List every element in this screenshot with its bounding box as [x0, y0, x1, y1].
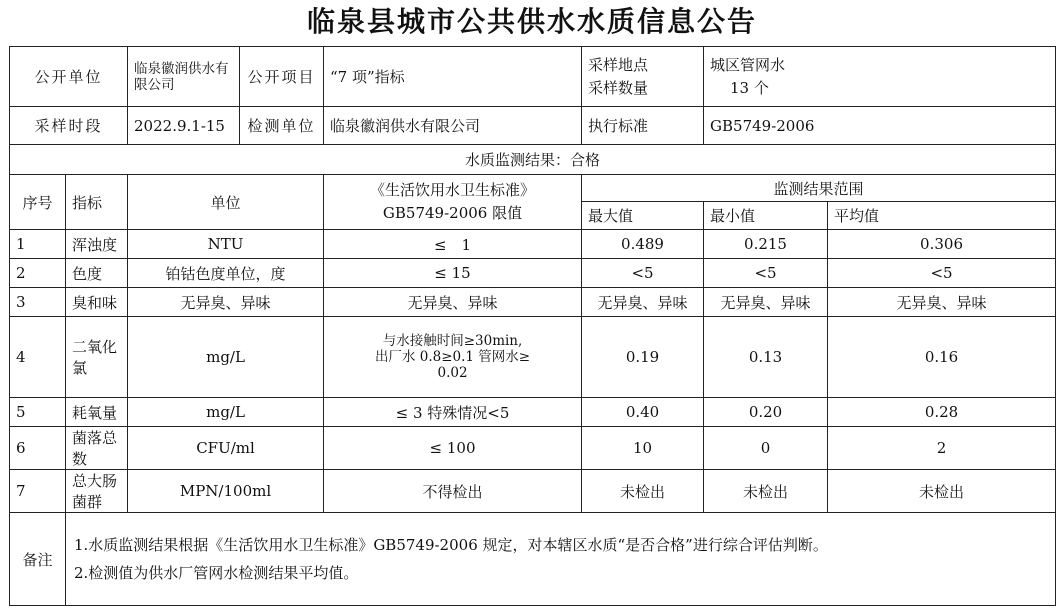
publish-unit-value: 临泉徽润供水有限公司	[128, 47, 240, 107]
row-avg: <5	[828, 259, 1056, 288]
row-seq: 2	[10, 259, 66, 288]
notes-body	[66, 513, 1056, 606]
publish-item-value: “7 项”指标	[324, 47, 582, 107]
row-max: 0.40	[582, 398, 704, 427]
row-avg: 0.16	[828, 317, 1056, 398]
header-min: 最小值	[704, 202, 828, 230]
standard-value: GB5749-2006	[704, 107, 1056, 145]
header-max: 最大值	[582, 202, 704, 230]
sample-labels-cell	[582, 47, 704, 107]
row-limit: 无异臭、异味	[324, 288, 582, 317]
table-row	[10, 398, 1056, 427]
row-max: 10	[582, 427, 704, 470]
row-seq: 5	[10, 398, 66, 427]
row-limit: 与水接触时间≥30min, 出厂水 0.8≥0.1 管网水≥ 0.02	[324, 317, 582, 398]
row-indicator: 臭和味	[66, 288, 128, 317]
row-max: 0.19	[582, 317, 704, 398]
row-avg: 无异臭、异味	[828, 288, 1056, 317]
table-row	[10, 427, 1056, 470]
row-limit: 不得检出	[324, 470, 582, 513]
row-seq: 1	[10, 230, 66, 259]
notice-title: 临泉县城市公共供水水质信息公告	[306, 5, 757, 38]
row-min: 0	[704, 427, 828, 470]
row-indicator: 二氧化氯	[66, 317, 128, 398]
row-indicator: 耗氧量	[66, 398, 128, 427]
row-limit: ≤ 3 特殊情况<5	[324, 398, 582, 427]
note-line-1: 1.水质监测结果根据《生活饮用水卫生标准》GB5749-2006 规定，对本辖区水质“是否合格”进行综合评估判断。	[74, 536, 828, 554]
table-row	[10, 259, 1056, 288]
row-seq: 4	[10, 317, 66, 398]
row-unit: mg/L	[128, 317, 324, 398]
row-max: 无异臭、异味	[582, 288, 704, 317]
table-row	[10, 470, 1056, 513]
sample-location-value: 城区管网水	[710, 55, 786, 74]
row-unit: 无异臭、异味	[128, 288, 324, 317]
row-min: 0.215	[704, 230, 828, 259]
table-row	[10, 230, 1056, 259]
sample-count-label: 采样数量	[588, 78, 649, 97]
row-seq: 6	[10, 427, 66, 470]
sample-count-value: 13 个	[730, 78, 769, 97]
row-min: 无异臭、异味	[704, 288, 828, 317]
row-unit: 铂钴色度单位，度	[128, 259, 324, 288]
row-unit: CFU/ml	[128, 427, 324, 470]
sample-period-value: 2022.9.1-15	[128, 107, 240, 145]
sample-location-label: 采样地点	[588, 55, 649, 74]
row-indicator: 菌落总数	[66, 427, 128, 470]
row-avg: 2	[828, 427, 1056, 470]
result-banner: 水质监测结果：合格	[10, 145, 1056, 175]
standard-label: 执行标准	[582, 107, 704, 145]
header-range: 监测结果范围	[582, 175, 1056, 202]
row-seq: 3	[10, 288, 66, 317]
header-avg: 平均值	[828, 202, 1056, 230]
row-indicator: 色度	[66, 259, 128, 288]
row-limit: ≤ 1	[324, 230, 582, 259]
water-quality-table	[9, 46, 1056, 606]
row-indicator: 总大肠菌群	[66, 470, 128, 513]
row-max: <5	[582, 259, 704, 288]
row-limit: ≤ 100	[324, 427, 582, 470]
test-unit-value: 临泉徽润供水有限公司	[324, 107, 582, 145]
sample-period-label: 采样时段	[10, 107, 128, 145]
header-seq: 序号	[10, 175, 66, 230]
row-min: 0.20	[704, 398, 828, 427]
row-indicator: 浑浊度	[66, 230, 128, 259]
table-row	[10, 288, 1056, 317]
notes-label: 备注	[10, 513, 66, 606]
header-limit-line2: GB5749-2006 限值	[382, 204, 523, 222]
header-limit-line1: 《生活饮用水卫生标准》	[370, 181, 536, 199]
row-min: 未检出	[704, 470, 828, 513]
row-seq: 7	[10, 470, 66, 513]
header-indicator: 指标	[66, 175, 128, 230]
row-min: 0.13	[704, 317, 828, 398]
row-avg: 未检出	[828, 470, 1056, 513]
row-unit: mg/L	[128, 398, 324, 427]
note-line-2: 2.检测值为供水厂管网水检测结果平均值。	[74, 564, 359, 582]
row-max: 未检出	[582, 470, 704, 513]
sample-values-cell	[704, 47, 1056, 107]
row-avg: 0.306	[828, 230, 1056, 259]
publish-item-label: 公开项目	[240, 47, 324, 107]
row-min: <5	[704, 259, 828, 288]
data-rows	[10, 230, 1056, 513]
publish-unit-label: 公开单位	[10, 47, 128, 107]
header-limit	[324, 175, 582, 230]
row-max: 0.489	[582, 230, 704, 259]
row-unit: MPN/100ml	[128, 470, 324, 513]
header-unit: 单位	[128, 175, 324, 230]
test-unit-label: 检测单位	[240, 107, 324, 145]
row-unit: NTU	[128, 230, 324, 259]
table-row	[10, 317, 1056, 398]
row-limit: ≤ 15	[324, 259, 582, 288]
row-avg: 0.28	[828, 398, 1056, 427]
